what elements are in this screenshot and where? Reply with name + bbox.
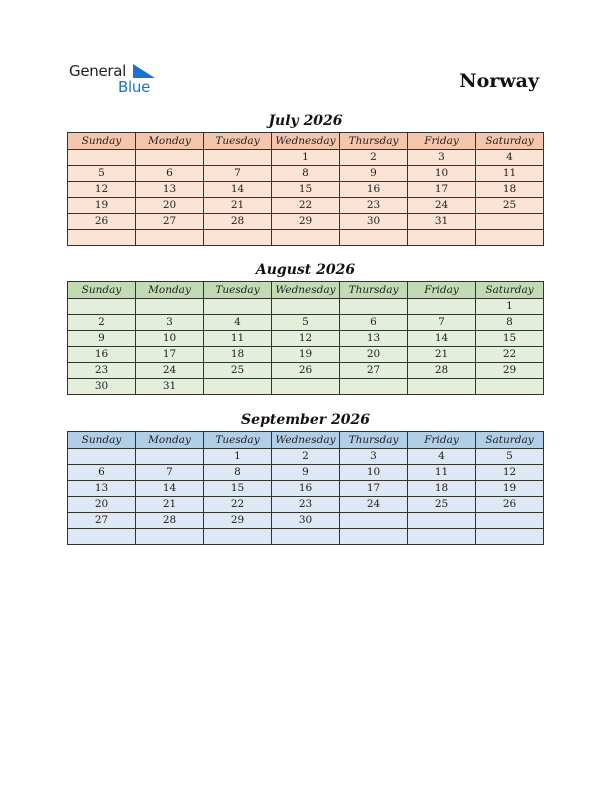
month-grid — [67, 431, 544, 545]
day-cell — [476, 379, 544, 395]
day-cell: 3 — [136, 315, 204, 331]
day-cell: 31 — [408, 214, 476, 230]
day-cell — [408, 379, 476, 395]
weekday-header: Thursday — [340, 282, 408, 299]
day-cell: 3 — [340, 449, 408, 465]
day-cell — [204, 150, 272, 166]
logo-word-general: General — [69, 62, 127, 80]
week-row — [68, 198, 544, 214]
day-cell: 12 — [476, 465, 544, 481]
weekday-header: Thursday — [340, 432, 408, 449]
day-cell — [272, 230, 340, 246]
day-cell: 16 — [272, 481, 340, 497]
day-cell — [136, 230, 204, 246]
day-cell: 27 — [68, 513, 136, 529]
day-cell: 8 — [476, 315, 544, 331]
weekday-header: Tuesday — [204, 432, 272, 449]
country-title: Norway — [459, 70, 539, 92]
weekday-header: Sunday — [68, 432, 136, 449]
day-cell: 17 — [340, 481, 408, 497]
month-title: July 2026 — [268, 113, 343, 129]
day-cell: 21 — [204, 198, 272, 214]
day-cell: 29 — [476, 363, 544, 379]
day-cell: 13 — [68, 481, 136, 497]
day-cell: 3 — [408, 150, 476, 166]
day-cell: 9 — [68, 331, 136, 347]
day-cell: 25 — [476, 198, 544, 214]
day-cell: 19 — [476, 481, 544, 497]
day-cell: 20 — [68, 497, 136, 513]
week-row — [68, 166, 544, 182]
day-cell: 1 — [204, 449, 272, 465]
day-cell: 30 — [340, 214, 408, 230]
week-row — [68, 363, 544, 379]
week-row — [68, 481, 544, 497]
week-row — [68, 299, 544, 315]
day-cell: 6 — [340, 315, 408, 331]
day-cell: 7 — [204, 166, 272, 182]
day-cell: 26 — [68, 214, 136, 230]
day-cell: 14 — [204, 182, 272, 198]
weekday-header: Wednesday — [272, 133, 340, 150]
day-cell: 11 — [476, 166, 544, 182]
day-cell: 27 — [340, 363, 408, 379]
day-cell: 4 — [408, 449, 476, 465]
day-cell: 17 — [136, 347, 204, 363]
day-cell — [476, 214, 544, 230]
day-cell — [68, 449, 136, 465]
day-cell: 22 — [204, 497, 272, 513]
weekday-header: Saturday — [476, 133, 544, 150]
day-cell — [204, 230, 272, 246]
day-cell: 5 — [476, 449, 544, 465]
day-cell: 16 — [68, 347, 136, 363]
day-cell: 23 — [272, 497, 340, 513]
day-cell: 22 — [476, 347, 544, 363]
week-row — [68, 449, 544, 465]
day-cell: 15 — [204, 481, 272, 497]
day-cell: 28 — [408, 363, 476, 379]
day-cell: 6 — [68, 465, 136, 481]
day-cell: 15 — [272, 182, 340, 198]
logo — [69, 62, 159, 96]
day-cell: 26 — [272, 363, 340, 379]
day-cell — [136, 449, 204, 465]
month-title: August 2026 — [255, 262, 356, 278]
day-cell — [68, 299, 136, 315]
day-cell — [272, 529, 340, 545]
day-cell: 18 — [204, 347, 272, 363]
month-august — [67, 261, 544, 395]
day-cell — [408, 529, 476, 545]
day-cell — [136, 299, 204, 315]
weekday-header: Wednesday — [272, 432, 340, 449]
day-cell: 21 — [136, 497, 204, 513]
day-cell: 8 — [204, 465, 272, 481]
day-cell — [476, 513, 544, 529]
weekday-header: Saturday — [476, 282, 544, 299]
week-row — [68, 529, 544, 545]
day-cell — [272, 379, 340, 395]
day-cell: 2 — [68, 315, 136, 331]
day-cell: 18 — [476, 182, 544, 198]
day-cell: 29 — [204, 513, 272, 529]
day-cell — [136, 529, 204, 545]
week-row — [68, 315, 544, 331]
weekday-header: Thursday — [340, 133, 408, 150]
week-row — [68, 347, 544, 363]
day-cell — [340, 513, 408, 529]
day-cell: 17 — [408, 182, 476, 198]
week-row — [68, 497, 544, 513]
day-cell — [340, 529, 408, 545]
weekday-header: Wednesday — [272, 282, 340, 299]
weekday-header: Tuesday — [204, 282, 272, 299]
day-cell — [476, 230, 544, 246]
day-cell: 30 — [68, 379, 136, 395]
weekday-header: Monday — [136, 133, 204, 150]
week-row — [68, 150, 544, 166]
day-cell: 2 — [272, 449, 340, 465]
day-cell: 15 — [476, 331, 544, 347]
day-cell: 28 — [136, 513, 204, 529]
day-cell — [340, 299, 408, 315]
day-cell: 12 — [68, 182, 136, 198]
weekday-header-row — [68, 432, 544, 449]
day-cell: 4 — [476, 150, 544, 166]
day-cell: 22 — [272, 198, 340, 214]
weekday-header: Tuesday — [204, 133, 272, 150]
day-cell: 25 — [408, 497, 476, 513]
day-cell — [272, 299, 340, 315]
day-cell — [408, 299, 476, 315]
day-cell: 29 — [272, 214, 340, 230]
day-cell: 2 — [340, 150, 408, 166]
month-september — [67, 411, 544, 545]
day-cell: 6 — [136, 166, 204, 182]
week-row — [68, 465, 544, 481]
day-cell: 19 — [68, 198, 136, 214]
day-cell — [476, 529, 544, 545]
day-cell: 27 — [136, 214, 204, 230]
day-cell — [340, 379, 408, 395]
weekday-header-row — [68, 282, 544, 299]
month-grid — [67, 281, 544, 395]
week-row — [68, 230, 544, 246]
day-cell: 10 — [340, 465, 408, 481]
day-cell: 23 — [340, 198, 408, 214]
weekday-header-row — [68, 133, 544, 150]
weekday-header: Monday — [136, 282, 204, 299]
day-cell: 7 — [408, 315, 476, 331]
week-row — [68, 331, 544, 347]
day-cell: 1 — [272, 150, 340, 166]
day-cell: 7 — [136, 465, 204, 481]
day-cell: 14 — [408, 331, 476, 347]
day-cell — [408, 513, 476, 529]
day-cell: 20 — [136, 198, 204, 214]
month-title: September 2026 — [241, 412, 370, 428]
weekday-header: Saturday — [476, 432, 544, 449]
week-row — [68, 513, 544, 529]
day-cell: 28 — [204, 214, 272, 230]
day-cell — [68, 230, 136, 246]
logo-word-blue: Blue — [118, 78, 150, 96]
day-cell: 1 — [476, 299, 544, 315]
logo-triangle-icon — [133, 64, 155, 78]
day-cell: 11 — [408, 465, 476, 481]
day-cell: 14 — [136, 481, 204, 497]
day-cell — [408, 230, 476, 246]
day-cell: 13 — [136, 182, 204, 198]
day-cell — [68, 150, 136, 166]
day-cell — [136, 150, 204, 166]
day-cell: 13 — [340, 331, 408, 347]
day-cell — [340, 230, 408, 246]
day-cell: 16 — [340, 182, 408, 198]
day-cell: 5 — [68, 166, 136, 182]
day-cell — [204, 379, 272, 395]
day-cell: 8 — [272, 166, 340, 182]
weekday-header: Friday — [408, 282, 476, 299]
day-cell: 10 — [136, 331, 204, 347]
weekday-header: Monday — [136, 432, 204, 449]
day-cell — [204, 299, 272, 315]
day-cell: 9 — [272, 465, 340, 481]
day-cell: 19 — [272, 347, 340, 363]
week-row — [68, 214, 544, 230]
day-cell: 26 — [476, 497, 544, 513]
day-cell: 18 — [408, 481, 476, 497]
day-cell: 4 — [204, 315, 272, 331]
day-cell: 9 — [340, 166, 408, 182]
day-cell — [204, 529, 272, 545]
weekday-header: Sunday — [68, 133, 136, 150]
day-cell: 12 — [272, 331, 340, 347]
day-cell: 10 — [408, 166, 476, 182]
day-cell — [68, 529, 136, 545]
day-cell: 30 — [272, 513, 340, 529]
day-cell: 24 — [340, 497, 408, 513]
day-cell: 23 — [68, 363, 136, 379]
weekday-header: Friday — [408, 133, 476, 150]
day-cell: 21 — [408, 347, 476, 363]
day-cell: 25 — [204, 363, 272, 379]
weekday-header: Friday — [408, 432, 476, 449]
weekday-header: Sunday — [68, 282, 136, 299]
day-cell: 31 — [136, 379, 204, 395]
day-cell: 11 — [204, 331, 272, 347]
month-grid — [67, 132, 544, 246]
day-cell: 24 — [408, 198, 476, 214]
week-row — [68, 379, 544, 395]
month-july — [67, 112, 544, 246]
day-cell: 5 — [272, 315, 340, 331]
day-cell: 24 — [136, 363, 204, 379]
day-cell: 20 — [340, 347, 408, 363]
week-row — [68, 182, 544, 198]
